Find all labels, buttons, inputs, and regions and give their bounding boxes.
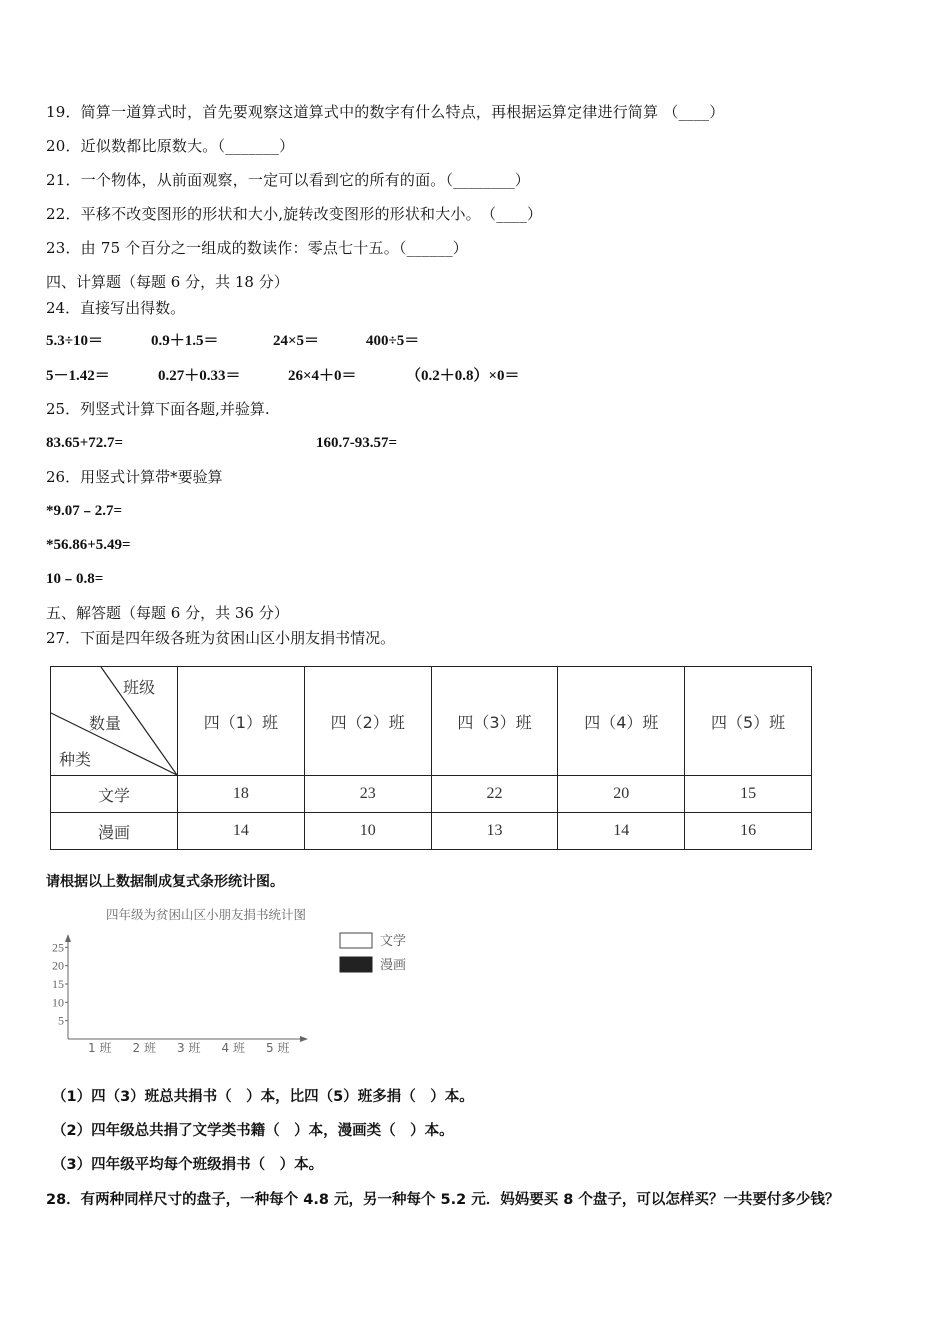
row-label: 漫画 bbox=[51, 813, 178, 850]
table-cell: 18 bbox=[178, 776, 305, 813]
chart-title: 四年级为贫困山区小朋友捐书统计图 bbox=[106, 907, 307, 922]
q24-expr: 0.9＋1.5＝ bbox=[151, 333, 219, 349]
table-header-cell: 四（5）班 bbox=[685, 667, 812, 776]
q27-instruction: 请根据以上数据制成复式条形统计图。 bbox=[46, 874, 284, 890]
y-tick-label: 20 bbox=[52, 958, 64, 973]
table-header-cell: 四（3）班 bbox=[431, 667, 558, 776]
q27-sub-2: （2）四年级总共捐了文学类书籍（ ）本，漫画类（ ）本。 bbox=[52, 1123, 454, 1139]
question-19: 19．简算一道算式时，首先要观察这道算式中的数字有什么特点，再根据运算定律进行简算 （____） bbox=[46, 103, 725, 121]
question-28: 28．有两种同样尺寸的盘子，一种每个 4.8 元，另一种每个 5.2 元．妈妈要买 8 个盘子，可以怎样买？一共要付多少钱？ bbox=[46, 1192, 840, 1208]
x-category-label: 5 班 bbox=[266, 1041, 290, 1055]
y-tick-label: 15 bbox=[52, 977, 64, 991]
section-5-heading: 五、解答题（每题 6 分，共 36 分） bbox=[46, 604, 289, 622]
question-24: 24．直接写出得数。 bbox=[46, 299, 186, 317]
legend-swatch-literature bbox=[340, 933, 372, 948]
y-tick-label: 5 bbox=[58, 1013, 64, 1028]
q27-sub-1: （1）四（3）班总共捐书（ ）本，比四（5）班多捐（ ）本。 bbox=[52, 1089, 474, 1105]
x-category-label: 4 班 bbox=[221, 1041, 245, 1055]
question-21: 21．一个物体，从前面观察，一定可以看到它的所有的面。（________） bbox=[46, 171, 530, 189]
question-20: 20．近似数都比原数大。（_______） bbox=[46, 137, 295, 155]
question-23: 23．由 75 个百分之一组成的数读作：零点七十五。（______） bbox=[46, 239, 469, 257]
table-cell: 10 bbox=[304, 813, 431, 850]
table-cell: 22 bbox=[431, 776, 558, 813]
q26-expr: 10﹣0.8= bbox=[46, 571, 104, 587]
table-cell: 23 bbox=[304, 776, 431, 813]
q24-expr: 0.27＋0.33＝ bbox=[158, 368, 241, 384]
q24-expr: （0.2＋0.8）×0＝ bbox=[406, 368, 520, 384]
q24-expr: 5.3÷10＝ bbox=[46, 333, 103, 349]
table-header-cell: 四（4）班 bbox=[558, 667, 685, 776]
q26-expr: *9.07﹣2.7= bbox=[46, 503, 123, 519]
x-category-label: 1 班 bbox=[88, 1041, 112, 1055]
legend-label-comics: 漫画 bbox=[380, 958, 407, 973]
table-cell: 15 bbox=[685, 776, 812, 813]
table-cell: 16 bbox=[685, 813, 812, 850]
diag-label-type: 种类 bbox=[59, 750, 92, 769]
y-tick-label: 10 bbox=[52, 995, 64, 1010]
table-header-cell: 四（2）班 bbox=[304, 667, 431, 776]
q24-expr: 24×5＝ bbox=[273, 333, 320, 349]
donation-table bbox=[50, 666, 812, 850]
table-header-cell: 四（1）班 bbox=[178, 667, 305, 776]
q26-expr: *56.86+5.49= bbox=[46, 537, 131, 553]
table-cell: 14 bbox=[178, 813, 305, 850]
table-row bbox=[51, 813, 812, 850]
q25-expr: 83.65+72.7= bbox=[46, 435, 124, 451]
question-25: 25．列竖式计算下面各题,并验算. bbox=[46, 400, 270, 418]
y-axis-arrow bbox=[65, 934, 71, 942]
question-27: 27．下面是四年级各班为贫困山区小朋友捐书情况。 bbox=[46, 629, 396, 647]
x-category-label: 2 班 bbox=[132, 1041, 156, 1055]
q24-expr: 400÷5＝ bbox=[366, 333, 420, 349]
y-tick-label: 25 bbox=[52, 940, 64, 955]
x-category-label: 3 班 bbox=[177, 1041, 201, 1055]
table-row bbox=[51, 776, 812, 813]
q27-sub-3: （3）四年级平均每个班级捐书（ ）本。 bbox=[52, 1157, 324, 1173]
table-diagonal-header bbox=[51, 667, 178, 776]
row-label: 文学 bbox=[51, 776, 178, 813]
q25-expr: 160.7-93.57= bbox=[316, 435, 398, 451]
table-cell: 20 bbox=[558, 776, 685, 813]
table-cell: 13 bbox=[431, 813, 558, 850]
x-axis-arrow bbox=[300, 1036, 308, 1042]
q24-expr: 26×4＋0＝ bbox=[288, 368, 357, 384]
q24-expr: 5－1.42＝ bbox=[46, 368, 110, 384]
table-cell: 14 bbox=[558, 813, 685, 850]
diag-label-quantity: 数量 bbox=[89, 714, 122, 733]
legend-label-literature: 文学 bbox=[380, 934, 407, 949]
question-26: 26．用竖式计算带*要验算 bbox=[46, 468, 223, 486]
legend-swatch-comics bbox=[340, 957, 372, 972]
section-4-heading: 四、计算题（每题 6 分，共 18 分） bbox=[46, 273, 289, 291]
question-22: 22．平移不改变图形的形状和大小,旋转改变图形的形状和大小。 （____） bbox=[46, 205, 543, 223]
bar-chart bbox=[40, 900, 440, 1060]
diag-label-class: 班级 bbox=[123, 678, 156, 697]
